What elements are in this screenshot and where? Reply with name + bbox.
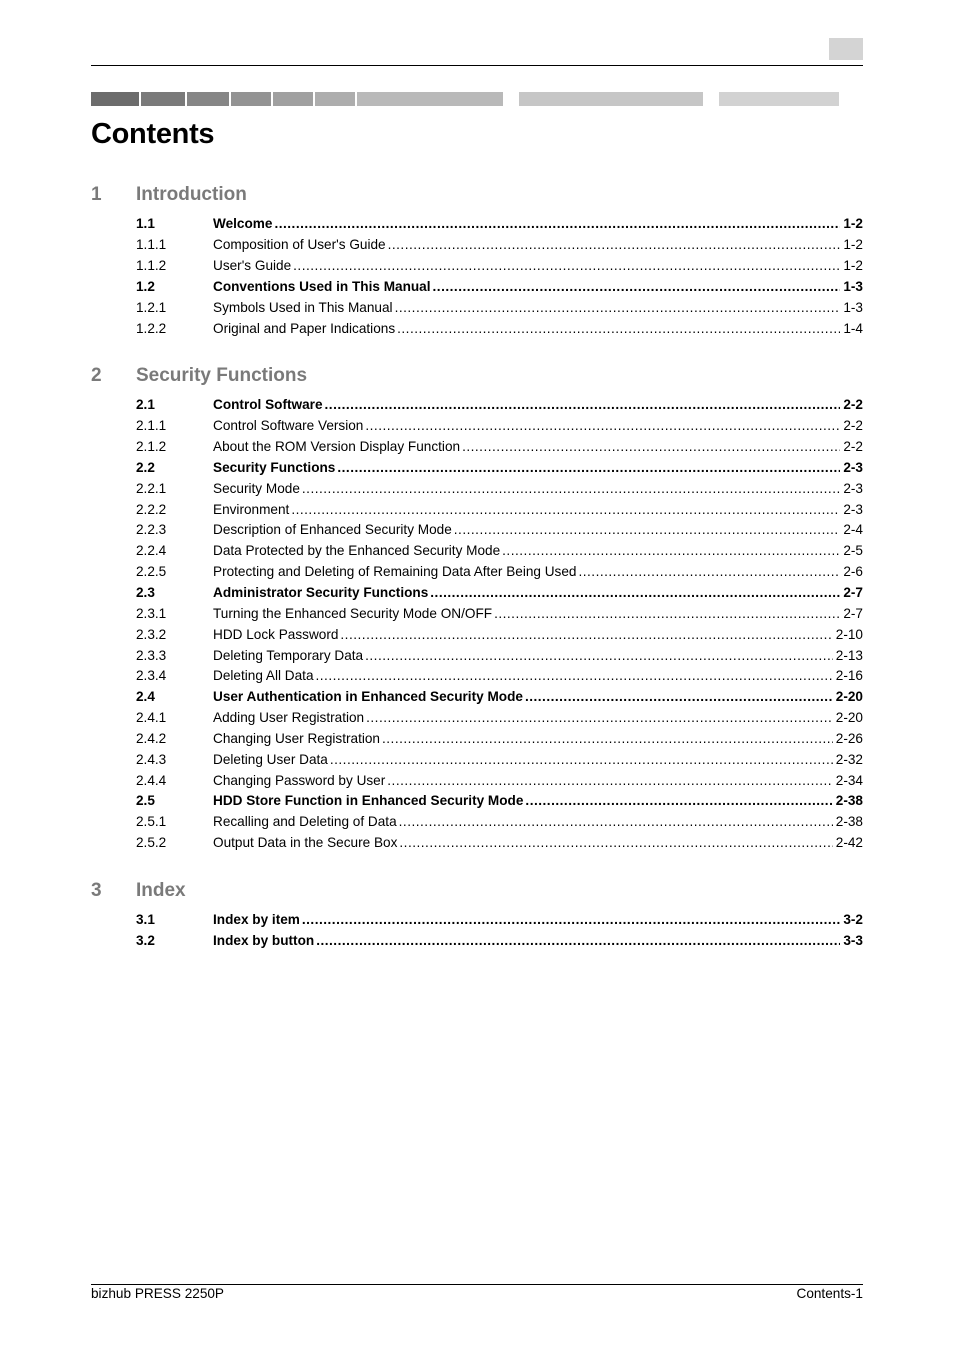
footer-product-name: bizhub PRESS 2250P [91,1286,225,1301]
toc-entry-title: Administrator Security Functions [213,585,429,601]
toc-entry-number: 1.1 [136,216,155,232]
toc-dot-leader [397,319,840,339]
deco-segment [231,92,271,106]
toc-entry-title: Security Functions [213,459,336,475]
toc-entry-number: 2.3.3 [136,647,167,663]
toc-dot-leader [502,541,840,561]
toc-entry-number: 1.2.2 [136,320,167,336]
deco-segment [141,92,185,106]
toc-entry-title: Output Data in the Secure Box [213,835,398,851]
toc-entry-number: 1.2.1 [136,299,167,315]
toc-entry-title: HDD Store Function in Enhanced Security Mode [213,793,524,809]
toc-entry-number: 2.4.2 [136,730,167,746]
toc-entry-title: Control Software Version [213,418,364,434]
toc-entry-title: Welcome [213,216,273,232]
toc-dot-leader [454,520,841,540]
toc-entry[interactable] [136,770,863,791]
toc-dot-leader [302,910,840,930]
toc-entry-page: 2-3 [843,459,863,475]
toc-entry-number: 2.2.3 [136,522,167,538]
toc-dot-leader [365,416,840,436]
deco-segment [273,92,313,106]
toc-entry[interactable] [136,458,863,479]
toc-entry[interactable] [136,749,863,770]
toc-entry-page: 2-26 [835,730,863,746]
toc-entry-page: 2-7 [843,585,863,601]
toc-entry-title: Security Mode [213,480,300,496]
toc-dot-leader [330,750,833,770]
toc-entry[interactable] [136,277,863,298]
toc-entry-title: Deleting All Data [213,668,314,684]
toc-entry-page: 2-16 [835,668,863,684]
toc-entry-number: 2.2.5 [136,564,167,580]
toc-entry-title: Index by button [213,933,315,949]
toc-entry-title: Data Protected by the Enhanced Security Mode [213,543,501,559]
toc-entry[interactable] [136,297,863,318]
toc-entry[interactable] [136,666,863,687]
toc-entry-page: 1-3 [843,299,863,315]
toc-entry-number: 2.3.2 [136,626,167,642]
toc-entry[interactable] [136,624,863,645]
toc-entry-number: 2.4.1 [136,710,167,726]
toc-dot-leader [316,931,840,951]
toc-entry[interactable] [136,812,863,833]
toc-entry-page: 2-13 [835,647,863,663]
toc-list [136,910,863,952]
toc-entry-page: 1-2 [843,216,863,232]
toc-dot-leader [291,500,840,520]
toc-entry-title: Turning the Enhanced Security Mode ON/OFF [213,605,493,621]
toc-entry[interactable] [136,437,863,458]
toc-dot-leader [340,625,832,645]
toc-entry[interactable] [136,541,863,562]
deco-segment [519,92,703,106]
toc-entry-number: 2.4 [136,689,155,705]
toc-dot-leader [395,298,841,318]
toc-dot-leader [399,833,832,853]
page-title: Contents [91,118,215,150]
deco-segment [315,92,355,106]
chapter-number: 3 [91,880,102,901]
toc-dot-leader [578,562,840,582]
toc-entry-title: Deleting User Data [213,751,328,767]
toc-entry[interactable] [136,708,863,729]
toc-dot-leader [302,479,840,499]
toc-entry[interactable] [136,395,863,416]
toc-entry-page: 2-3 [843,501,863,517]
toc-entry-page: 2-10 [835,626,863,642]
toc-entry[interactable] [136,791,863,812]
toc-entry-page: 2-20 [835,710,863,726]
toc-list [136,214,863,339]
toc-entry-page: 2-32 [835,751,863,767]
deco-segment [719,92,839,106]
toc-entry-number: 2.2.1 [136,480,167,496]
toc-entry-title: About the ROM Version Display Function [213,439,461,455]
toc-entry-title: Description of Enhanced Security Mode [213,522,452,538]
toc-dot-leader [387,771,833,791]
toc-entry-title: User Authentication in Enhanced Security Mode [213,689,523,705]
toc-entry-number: 2.4.4 [136,772,167,788]
toc-entry-page: 2-38 [835,793,863,809]
toc-entry-title: Index by item [213,912,300,928]
toc-entry[interactable] [136,256,863,277]
toc-entry-title: Changing Password by User [213,772,386,788]
toc-entry-page: 2-5 [843,543,863,559]
toc-entry[interactable] [136,478,863,499]
toc-dot-leader [293,256,840,276]
toc-entry-page: 2-2 [843,439,863,455]
toc-entry-number: 2.1 [136,397,155,413]
toc-dot-leader [337,458,840,478]
toc-dot-leader [274,214,840,234]
footer-rule [91,1284,863,1285]
chapter-number: 2 [91,365,102,386]
decorative-gradient-bar [91,92,863,106]
toc-entry-page: 2-20 [835,689,863,705]
toc-entry-page: 2-2 [843,418,863,434]
toc-entry-title: Changing User Registration [213,730,380,746]
toc-dot-leader [525,687,833,707]
toc-entry-title: Adding User Registration [213,710,365,726]
toc-entry-number: 2.5.1 [136,814,167,830]
deco-segment [187,92,229,106]
toc-entry-number: 2.3.1 [136,605,167,621]
toc-entry-number: 1.1.2 [136,258,167,274]
toc-dot-leader [430,583,840,603]
toc-entry-number: 2.4.3 [136,751,167,767]
toc-entry[interactable] [136,583,863,604]
toc-entry-number: 2.3.4 [136,668,167,684]
toc-entry[interactable] [136,687,863,708]
deco-segment [357,92,503,106]
toc-dot-leader [462,437,840,457]
toc-entry-number: 2.5.2 [136,835,167,851]
toc-entry-page: 2-7 [843,605,863,621]
toc-entry-page: 1-2 [843,258,863,274]
toc-dot-leader [382,729,833,749]
toc-entry-page: 2-4 [843,522,863,538]
toc-entry-title: Conventions Used in This Manual [213,278,431,294]
toc-entry-title: Composition of User's Guide [213,237,386,253]
toc-entry[interactable] [136,235,863,256]
toc-entry-number: 3.1 [136,912,155,928]
toc-entry-title: Original and Paper Indications [213,320,396,336]
toc-entry-number: 2.5 [136,793,155,809]
toc-entry-title: HDD Lock Password [213,626,339,642]
toc-entry[interactable] [136,520,863,541]
toc-entry-title: Control Software [213,397,323,413]
toc-dot-leader [525,791,832,811]
toc-list [136,395,863,854]
toc-entry-page: 3-2 [843,912,863,928]
toc-entry[interactable] [136,931,863,952]
toc-dot-leader [325,395,841,415]
toc-entry[interactable] [136,645,863,666]
chapter-heading [91,365,863,389]
toc-entry-number: 2.1.2 [136,439,167,455]
toc-entry-page: 1-2 [843,237,863,253]
toc-dot-leader [388,235,841,255]
toc-entry-title: Symbols Used in This Manual [213,299,393,315]
toc-entry[interactable] [136,729,863,750]
deco-segment [91,92,139,106]
toc-entry-number: 2.1.1 [136,418,167,434]
toc-entry-number: 2.3 [136,585,155,601]
toc-dot-leader [433,277,841,297]
toc-entry[interactable] [136,499,863,520]
toc-entry-page: 3-3 [843,933,863,949]
chapter-number: 1 [91,184,102,205]
toc-entry-number: 3.2 [136,933,155,949]
chapter-title: Introduction [136,184,247,205]
toc-entry-page: 1-4 [843,320,863,336]
toc-dot-leader [366,708,833,728]
toc-entry-number: 2.2.2 [136,501,167,517]
toc-entry-title: Deleting Temporary Data [213,647,364,663]
toc-dot-leader [399,812,833,832]
chapter-title: Security Functions [136,365,308,386]
toc-entry-page: 2-34 [835,772,863,788]
toc-entry-page: 2-2 [843,397,863,413]
toc-entry-title: Environment [213,501,290,517]
toc-entry[interactable] [136,910,863,931]
toc-entry[interactable] [136,562,863,583]
toc-entry[interactable] [136,318,863,339]
toc-entry-page: 2-3 [843,480,863,496]
header-rule [91,65,863,66]
toc-dot-leader [365,646,833,666]
chapter-title: Index [136,880,186,901]
toc-entry[interactable] [136,603,863,624]
toc-entry-number: 2.2.4 [136,543,167,559]
toc-dot-leader [494,604,840,624]
toc-entry[interactable] [136,416,863,437]
chapter-heading [91,184,863,208]
chapter-heading [91,880,863,904]
toc-entry-page: 2-42 [835,835,863,851]
page-corner-tab [829,38,863,60]
footer-page-number: Contents-1 [796,1286,863,1301]
toc-entry-number: 2.2 [136,459,155,475]
toc-entry-title: Recalling and Deleting of Data [213,814,397,830]
toc-entry-title: User's Guide [213,258,292,274]
toc-entry-page: 2-38 [835,814,863,830]
toc-entry-title: Protecting and Deleting of Remaining Data After Being Used [213,564,577,580]
toc-entry[interactable] [136,833,863,854]
toc-entry-number: 1.2 [136,278,155,294]
toc-entry[interactable] [136,214,863,235]
toc-entry-number: 1.1.1 [136,237,167,253]
toc-dot-leader [316,666,833,686]
toc-entry-page: 2-6 [843,564,863,580]
toc-entry-page: 1-3 [843,278,863,294]
